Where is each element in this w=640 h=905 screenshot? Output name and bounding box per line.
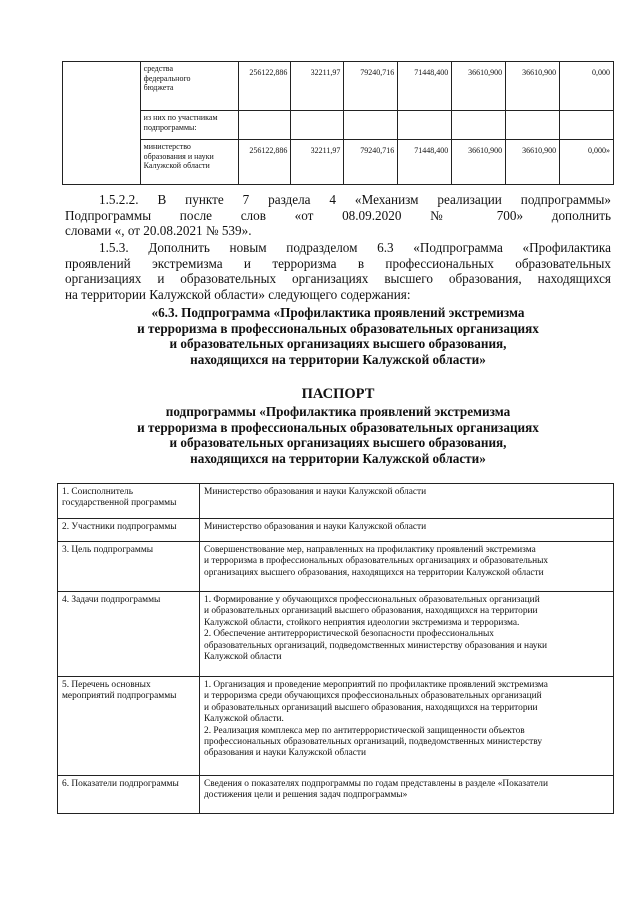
table-cell: 32211,97 [291, 62, 344, 111]
row-value: 1. Формирование у обучающихся профессиональных образовательных организаций и образовательных организаций высшего образования, находящихся на территории Калужской области, стойкого неприятия идеологии экстремизма и терроризма. 2. Обеспечение антитеррористической безопасности профессиональных образовательных организаций, подведомственных министерству образования и науки Калужской области [200, 592, 614, 677]
text-line: словами «, от 20.08.2021 № 539». [65, 223, 252, 238]
row-label: 4. Задачи подпрограммы [58, 592, 200, 677]
table-row [58, 592, 614, 677]
table-cell [239, 111, 291, 140]
row-label: 3. Цель подпрограммы [58, 542, 200, 592]
text-line: Подпрограммы после слов «от 08.09.2020 № 700» дополнить [65, 207, 611, 223]
table-cell [506, 111, 560, 140]
text-line: организациях и образовательных организациях высшего образования, находящихся [65, 271, 611, 286]
row-value: Министерство образования и науки Калужской области [200, 484, 614, 519]
table-cell [560, 111, 614, 140]
row-value: Сведения о показателях подпрограммы по годам представлены в разделе «Показатели достижения цели и решения задач подпрограммы» [200, 776, 614, 814]
table-row [58, 484, 614, 519]
table-cell: 256122,886 [239, 62, 291, 111]
table-row [63, 111, 614, 140]
text-line: проявлений экстремизма и терроризма в профессиональных образовательных [65, 255, 611, 271]
table-cell [291, 111, 344, 140]
row-label: 5. Перечень основных мероприятий подпрограммы [58, 677, 200, 776]
row-label: 6. Показатели подпрограммы [58, 776, 200, 814]
row-value: Совершенствование мер, направленных на профилактику проявлений экстремизма и терроризма в профессиональных образовательных организациях и образовательных организациях высшего образования, находящихся на территории Калужской области [200, 542, 614, 592]
heading-line: и образовательных организациях высшего образования, [169, 435, 507, 450]
table-cell: 71448,400 [398, 62, 452, 111]
table-cell: 79240,716 [344, 62, 398, 111]
passport-table [57, 483, 614, 814]
table-row [63, 140, 614, 185]
passport-subtitle [65, 404, 611, 466]
table-cell: 36610,900 [452, 62, 506, 111]
passport-title [65, 387, 611, 403]
table-cell: 71448,400 [398, 140, 452, 185]
table-row [58, 776, 614, 814]
text-line: 1.5.3. Дополнить новым подразделом 6.3 «Подпрограмма «Профилактика [99, 240, 611, 255]
table-cell [344, 111, 398, 140]
table-cell-empty [63, 62, 141, 185]
heading-line: находящихся на территории Калужской области» [190, 351, 486, 367]
paragraph-amendment-2 [65, 240, 611, 302]
table-cell [398, 111, 452, 140]
table-cell: 32211,97 [291, 140, 344, 185]
heading-line: и образовательных организациях высшего образования, [169, 336, 507, 351]
table-row [63, 62, 614, 111]
row-value: Министерство образования и науки Калужской области [200, 519, 614, 542]
table-cell: 256122,886 [239, 140, 291, 185]
heading-line: и терроризма в профессиональных образовательных организациях [137, 419, 539, 435]
table-row [58, 519, 614, 542]
heading-line: находящихся на территории Калужской области» [190, 450, 486, 466]
row-label: из них по участникам подпрограммы: [140, 111, 239, 140]
table-row [58, 542, 614, 592]
heading-line: и терроризма в профессиональных образовательных организациях [137, 320, 539, 336]
table-cell: 36610,900 [452, 140, 506, 185]
finance-table [62, 61, 614, 185]
section-heading [65, 305, 611, 367]
row-label: средства федерального бюджета [140, 62, 239, 111]
table-cell: 36610,900 [506, 140, 560, 185]
row-value: 1. Организация и проведение мероприятий по профилактике проявлений экстремизма и терроризма среди обучающихся профессиональных образовательных организаций и образовательных организаций высшего образования, находящихся на территории Калужской области. 2. Реализация комплекса мер по антитеррористической защищенности объектов профессиональных образовательных организаций, подведомственных министерству образования и науки Калужской области [200, 677, 614, 776]
table-cell: 36610,900 [506, 62, 560, 111]
table-cell: 0,000 [560, 62, 614, 111]
paragraph-amendment-1 [65, 192, 611, 239]
table-cell [452, 111, 506, 140]
table-cell: 0,000» [560, 140, 614, 185]
table-row [58, 677, 614, 776]
table-cell: 79240,716 [344, 140, 398, 185]
text-line: на территории Калужской области» следующего содержания: [65, 286, 411, 302]
row-label: 1. Соисполнитель государственной программы [58, 484, 200, 519]
heading-line: ПАСПОРТ [301, 386, 375, 402]
text-line: 1.5.2.2. В пункте 7 раздела 4 «Механизм реализации подпрограммы» [99, 192, 611, 207]
heading-line: «6.3. Подпрограмма «Профилактика проявлений экстремизма [151, 305, 525, 320]
row-label: 2. Участники подпрограммы [58, 519, 200, 542]
heading-line: подпрограммы «Профилактика проявлений экстремизма [165, 404, 511, 419]
row-label: министерство образования и науки Калужской области [140, 140, 239, 185]
